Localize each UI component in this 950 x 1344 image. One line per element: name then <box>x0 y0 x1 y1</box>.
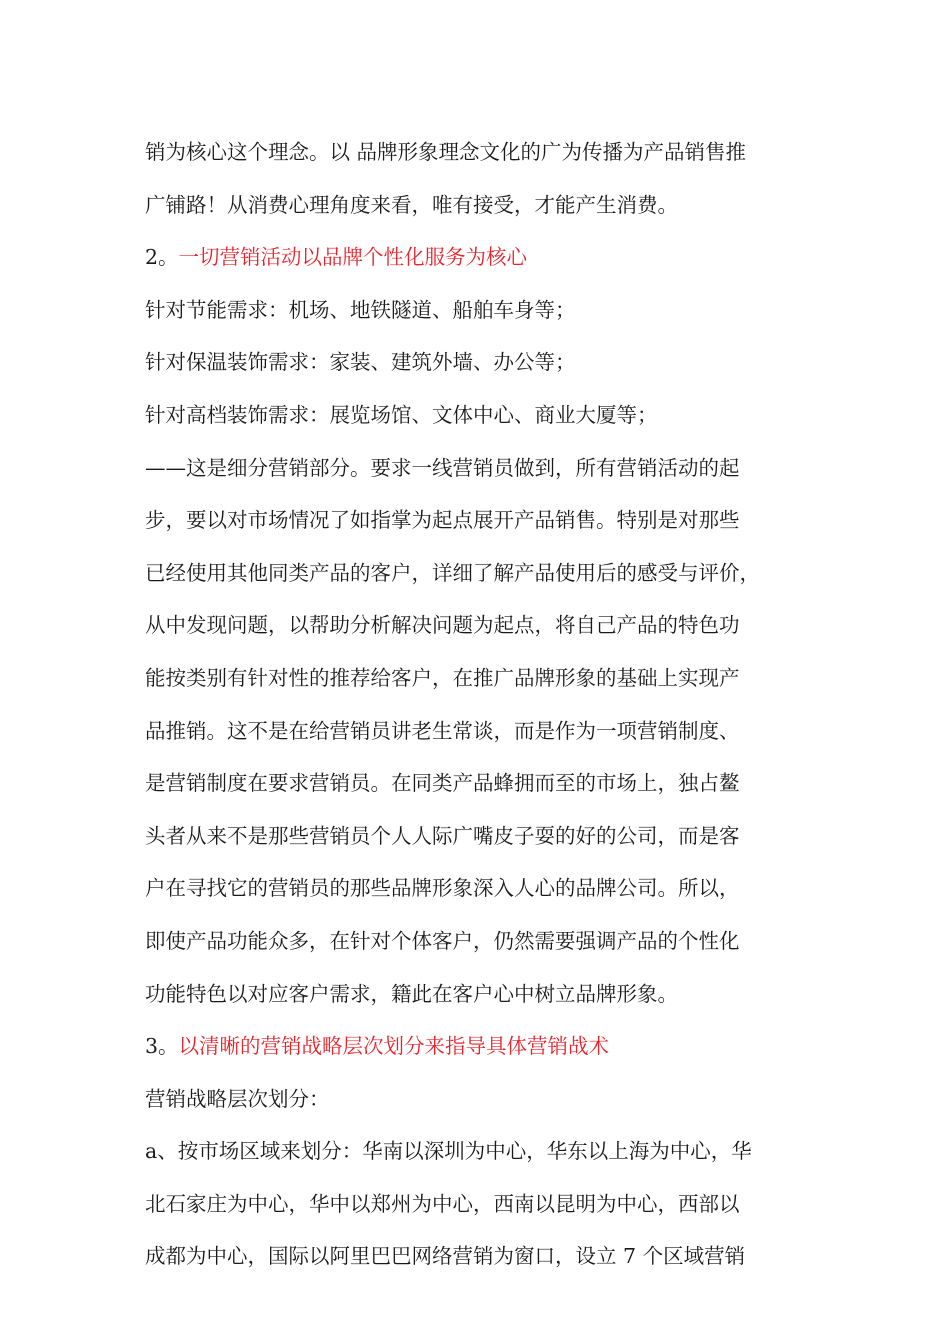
paragraph-line: 是营销制度在要求营销员。在同类产品蜂拥而至的市场上，独占鳌 <box>145 771 740 796</box>
paragraph-line: 针对节能需求：机场、地铁隧道、船舶车身等； <box>145 297 576 322</box>
paragraph-line: 成都为中心，国际以阿里巴巴网络营销为窗口，设立 7 个区域营销 <box>145 1244 746 1269</box>
paragraph-line: 功能特色以对应客户需求，籍此在客户心中树立品牌形象。 <box>145 981 678 1006</box>
paragraph-line: 针对保温装饰需求：家装、建筑外墙、办公等； <box>145 350 576 375</box>
paragraph-line: 北石家庄为中心，华中以郑州为中心，西南以昆明为中心，西部以 <box>145 1191 740 1216</box>
paragraph-line: 营销战略层次划分： <box>145 1086 330 1111</box>
document-body <box>145 126 805 1283</box>
paragraph-line: 步，要以对市场情况了如指掌为起点展开产品销售。特别是对那些 <box>145 508 740 533</box>
paragraph-line: ——这是细分营销部分。要求一线营销员做到，所有营销活动的起 <box>145 455 740 480</box>
section-heading-2 <box>145 231 805 284</box>
paragraph-line: 针对高档装饰需求：展览场馆、文体中心、商业大厦等； <box>145 402 658 427</box>
paragraph-line: 户在寻找它的营销员的那些品牌形象深入人心的品牌公司。所以， <box>145 876 740 901</box>
paragraph-line: a、按市场区域来划分：华南以深圳为中心，华东以上海为中心，华 <box>145 1139 752 1164</box>
paragraph-line: 从中发现问题，以帮助分析解决问题为起点，将自己产品的特色功 <box>145 613 740 638</box>
paragraph-line: 即使产品功能众多，在针对个体客户，仍然需要强调产品的个性化 <box>145 928 740 953</box>
paragraph-line: 广铺路！从消费心理角度来看，唯有接受，才能产生消费。 <box>145 192 678 217</box>
section-number: 3。 <box>145 1034 179 1059</box>
section-heading-3 <box>145 1020 805 1073</box>
section-number: 2。 <box>145 245 179 270</box>
paragraph-line: 销为核心这个理念。以 品牌形象理念文化的广为传播为产品销售推 <box>145 140 747 164</box>
paragraph-line: 品推销。这不是在给营销员讲老生常谈，而是作为一项营销制度、 <box>145 718 740 743</box>
paragraph-line: 能按类别有针对性的推荐给客户，在推广品牌形象的基础上实现产 <box>145 665 740 690</box>
paragraph-line: 已经使用其他同类产品的客户，详细了解产品使用后的感受与评价， <box>145 560 760 585</box>
paragraph-line: 头者从来不是那些营销员个人人际广嘴皮子耍的好的公司，而是客 <box>145 823 740 848</box>
section-heading-text: 以清晰的营销战略层次划分来指导具体营销战术 <box>178 1034 610 1059</box>
section-heading-text: 一切营销活动以品牌个性化服务为核心 <box>178 245 528 270</box>
